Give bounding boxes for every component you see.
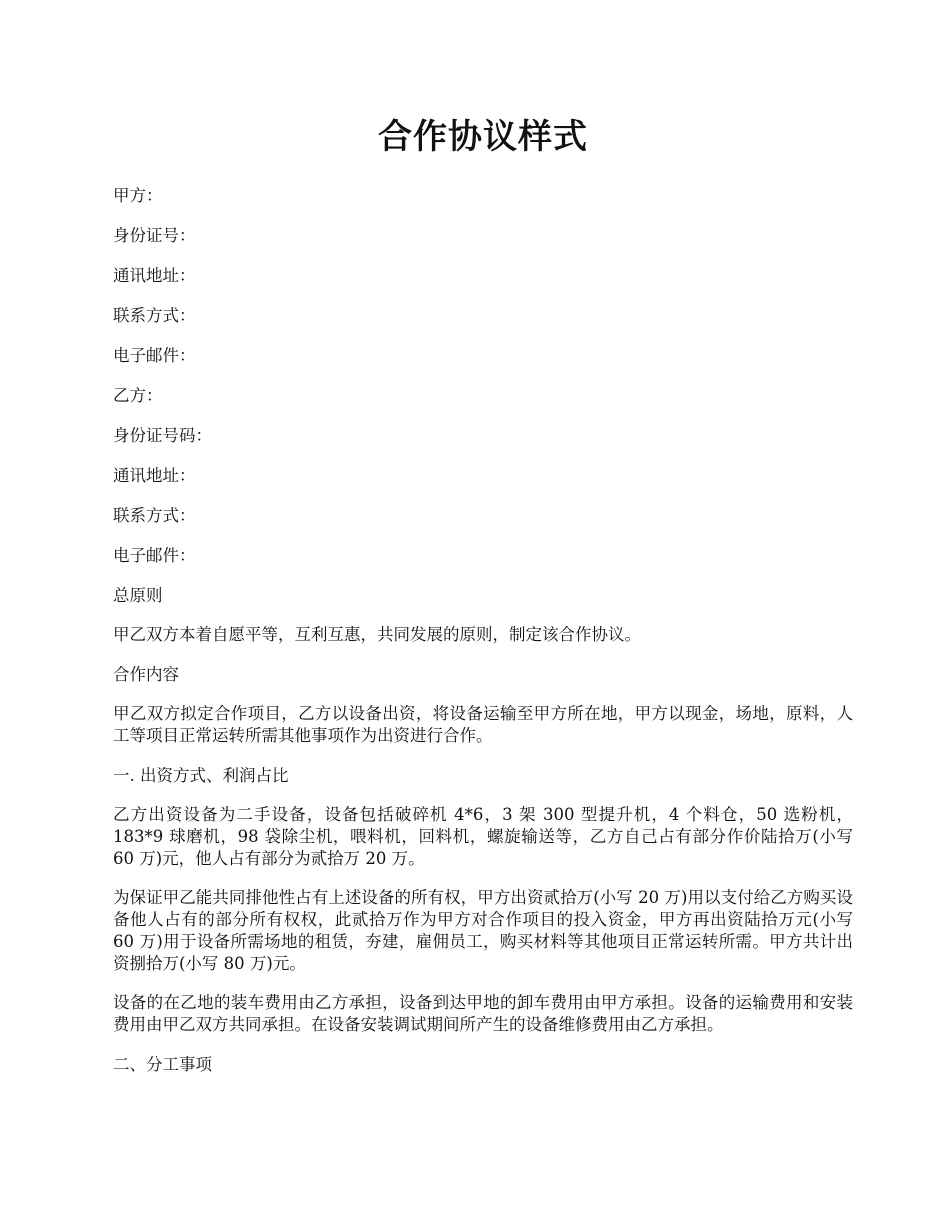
section1-paragraph-2: 为保证甲乙能共同排他性占有上述设备的所有权，甲方出资贰拾万(小写 20 万)用以支付给乙方购买设备他人占有的部分所有权权，此贰拾万作为甲方对合作项目的投入资金，甲方再出资陆拾万元(小写 60 万)用于设备所需场地的租赁，夯建，雇佣员工，购买材料等其他项目正常运转所需。甲方共计出资捌拾万(小写 80 万)元。 — [113, 888, 853, 973]
party-a-contact-label: 联系方式： — [113, 306, 196, 325]
party-a-address-label: 通讯地址： — [113, 266, 196, 285]
section1-paragraph-1: 乙方出资设备为二手设备，设备包括破碎机 4*6，3 架 300 型提升机，4 个料仓，50 选粉机，183*9 球磨机，98 袋除尘机，喂料机，回料机，螺旋输送等，乙方自己占有部分作价陆拾万(小写 60 万)元，他人占有部分为贰拾万 20 万。 — [113, 805, 853, 868]
section1-paragraph-3: 设备的在乙地的装车费用由乙方承担，设备到达甲地的卸车费用由甲方承担。设备的运输费用和安装费用由甲乙双方共同承担。在设备安装调试期间所产生的设备维修费用由乙方承担。 — [113, 993, 853, 1034]
document-title: 合作协议样式 — [378, 117, 588, 157]
principles-heading: 总原则 — [113, 586, 163, 605]
party-b-name-label: 乙方： — [113, 386, 163, 405]
party-b-address-label: 通讯地址： — [113, 466, 196, 485]
document-page — [113, 112, 853, 1093]
section2-heading: 二、分工事项 — [113, 1055, 212, 1074]
party-a-email-label: 电子邮件： — [113, 346, 196, 365]
party-a-id-label: 身份证号： — [113, 226, 196, 245]
content-heading: 合作内容 — [113, 665, 179, 684]
party-b-contact-label: 联系方式： — [113, 506, 196, 525]
content-text: 甲乙双方拟定合作项目，乙方以设备出资，将设备运输至甲方所在地，甲方以现金，场地，原料，人工等项目正常运转所需其他事项作为出资进行合作。 — [113, 704, 853, 745]
party-b-email-label: 电子邮件： — [113, 546, 196, 565]
section1-heading: 一. 出资方式、利润占比 — [113, 766, 289, 785]
party-a-name-label: 甲方： — [113, 186, 163, 205]
party-b-id-label: 身份证号码： — [113, 426, 212, 445]
principles-text: 甲乙双方本着自愿平等，互利互惠，共同发展的原则，制定该合作协议。 — [113, 625, 641, 644]
